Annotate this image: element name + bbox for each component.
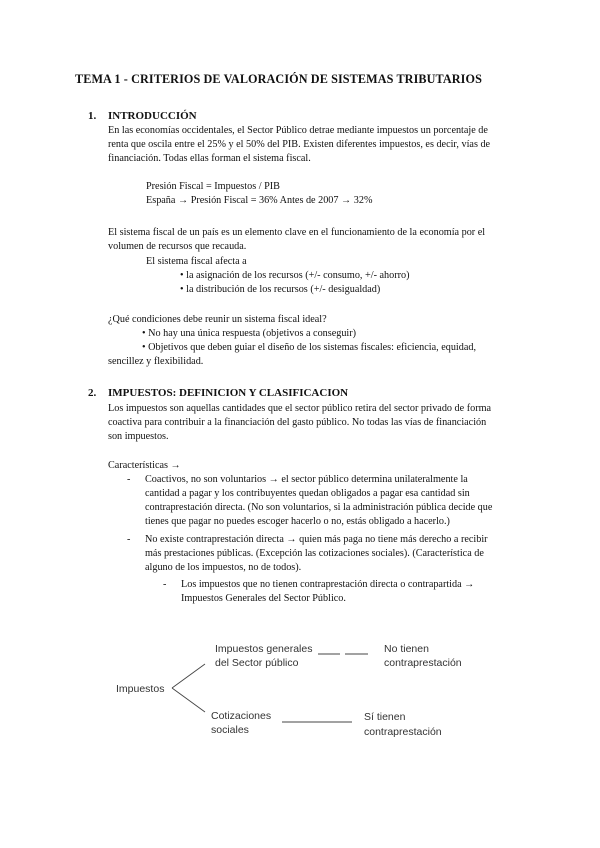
affects-intro: El sistema fiscal afecta a <box>146 256 247 267</box>
text-line: son impuestos. <box>108 431 169 442</box>
answer-line: sencillez y flexibilidad. <box>108 356 204 367</box>
diagram-branch-1-line-2: del Sector público <box>215 657 299 669</box>
section-2-heading: IMPUESTOS: DEFINICION Y CLASIFICACION <box>108 387 349 399</box>
text-line: En las economías occidentales, el Sector Público detrae mediante impuestos un porcentaje de <box>108 125 488 136</box>
diagram-result-2-line-2: contraprestación <box>364 726 442 738</box>
text-line: renta que oscila entre el 25% y el 50% del PIB. Existen diferentes impuestos, es decir, vías de <box>108 139 491 150</box>
text-line: cantidad a pagar y los contribuyentes quedan obligados a pagar esa cantidad sin <box>145 488 470 499</box>
text-line: Coactivos, no son voluntarios → el sector público determina unilateralmente la <box>145 474 468 485</box>
text-line: El sistema fiscal de un país es un elemento clave en el funcionamiento de la economía por el <box>108 227 486 238</box>
text-line: volumen de recursos que recauda. <box>108 241 247 252</box>
dash-bullet: - <box>127 534 131 545</box>
question: ¿Qué condiciones debe reunir un sistema fiscal ideal? <box>108 314 327 325</box>
formula-spain: España → Presión Fiscal = 36% Antes de 2007 → 32% <box>146 195 373 206</box>
formula-fiscal-pressure: Presión Fiscal = Impuestos / PIB <box>146 181 280 192</box>
section-1-heading: INTRODUCCIÓN <box>108 110 197 122</box>
diagram-branch-line <box>172 688 205 712</box>
section-2-number: 2. <box>88 387 97 399</box>
characteristics-label: Características → <box>108 460 181 471</box>
diagram-root-label: Impuestos <box>116 683 165 695</box>
answer-line: • Objetivos que deben guiar el diseño de los sistemas fiscales: eficiencia, equidad, <box>142 342 476 353</box>
text-line: Impuestos Generales del Sector Público. <box>181 593 346 604</box>
list-item: • la asignación de los recursos (+/- consumo, +/- ahorro) <box>180 270 410 281</box>
diagram-result-1-line-1: No tienen <box>384 643 429 655</box>
text-line: No existe contraprestación directa → quien más paga no tiene más derecho a recibir <box>145 534 488 545</box>
tax-classification-diagram <box>0 630 600 750</box>
text-line: coactiva para contribuir a la financiación del gasto público. No todas las vías de financiación <box>108 417 487 428</box>
dash-bullet: - <box>163 579 167 590</box>
diagram-branch-2-line-1: Cotizaciones <box>211 710 272 722</box>
diagram-branch-2-line-2: sociales <box>211 724 249 736</box>
text-line: Los impuestos que no tienen contraprestación directa o contrapartida → <box>181 579 475 590</box>
diagram-branch-1-line-1: Impuestos generales <box>215 643 313 655</box>
text-line: tienes que pagar no puedes escoger hacerlo o no, estás obligado a hacerlo.) <box>145 516 450 527</box>
answer-line: • No hay una única respuesta (objetivos a conseguir) <box>142 328 357 339</box>
page-title: TEMA 1 - CRITERIOS DE VALORACIÓN DE SISTEMAS TRIBUTARIOS <box>75 72 482 86</box>
diagram-branch-line <box>172 664 205 688</box>
dash-bullet: - <box>127 474 131 485</box>
diagram-result-1-line-2: contraprestación <box>384 657 462 669</box>
text-line: Los impuestos son aquellas cantidades que el sector público retira del sector privado de forma <box>108 403 492 414</box>
diagram-result-2-line-1: Sí tienen <box>364 711 406 723</box>
text-line: alguno de los impuestos, no de todos). <box>145 562 302 573</box>
section-1-number: 1. <box>88 110 97 122</box>
text-line: financiación. Todas ellas forman el sistema fiscal. <box>108 153 311 164</box>
text-line: más prestaciones públicas. (Excepción las cotizaciones sociales). (Característica de <box>145 548 484 559</box>
text-line: contraprestación directa. (No son voluntarios, si la administración pública decide que <box>145 502 493 513</box>
list-item: • la distribución de los recursos (+/- desigualdad) <box>180 284 381 295</box>
